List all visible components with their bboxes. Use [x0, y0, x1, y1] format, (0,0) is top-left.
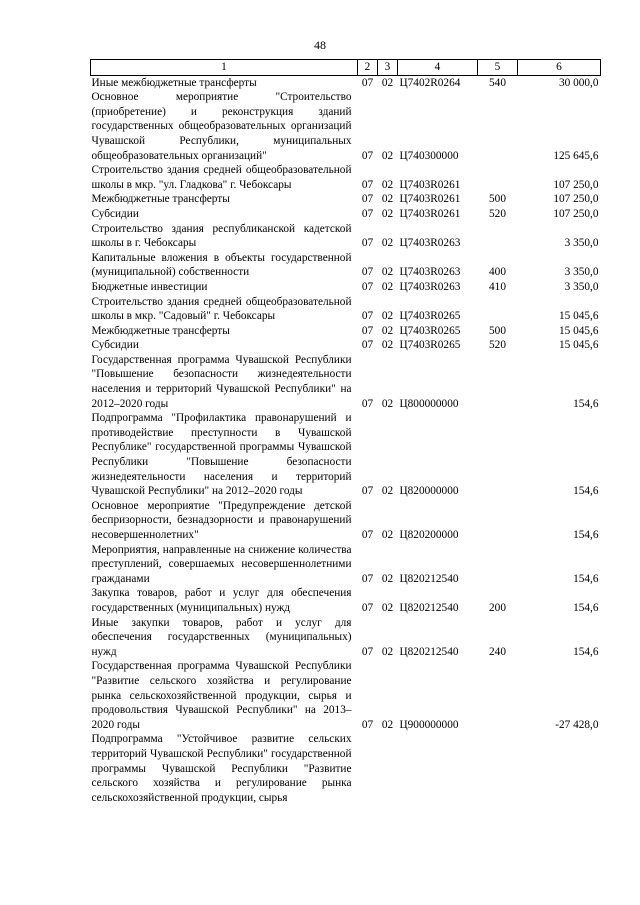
- row-subsection: 02: [381, 572, 394, 585]
- row-section: 07: [361, 645, 374, 658]
- row-expense-type: 540: [489, 76, 506, 89]
- table-row: [91, 659, 601, 732]
- row-target-code: Ц7403R0261: [399, 193, 461, 206]
- row-section: 07: [361, 310, 374, 323]
- table-body: [91, 75, 601, 805]
- row-subsection: 02: [381, 485, 394, 498]
- table-row: [91, 586, 601, 615]
- row-name: Иные закупки товаров, работ и услуг для обеспечения государственных (муниципальных) нужд: [91, 616, 352, 658]
- row-expense-type: [478, 222, 518, 251]
- row-amount: 154,6: [573, 529, 599, 541]
- row-amount: 15 045,6: [558, 339, 599, 352]
- row-amount: 3 350,0: [564, 237, 599, 250]
- row-expense-type: 520: [489, 339, 506, 352]
- row-expense-type: [478, 353, 518, 411]
- budget-table: [90, 59, 601, 805]
- row-target-code: Ц820212540: [399, 601, 459, 614]
- table-row: [91, 499, 601, 543]
- row-section: 07: [361, 178, 374, 191]
- header-col-1: 1: [91, 60, 358, 76]
- row-target-code: Ц7403R0265: [399, 339, 461, 352]
- row-amount: 154,6: [573, 645, 599, 658]
- row-subsection: 02: [381, 310, 394, 323]
- row-section: 07: [361, 718, 374, 731]
- table-row: [91, 616, 601, 660]
- row-subsection: 02: [381, 149, 394, 162]
- row-target-code: Ц7403R0263: [399, 280, 461, 293]
- row-section: 07: [361, 237, 374, 250]
- row-expense-type: [478, 659, 518, 732]
- row-expense-type: 400: [489, 266, 506, 279]
- row-amount: 154,6: [573, 572, 599, 585]
- row-subsection: 02: [381, 76, 394, 89]
- row-expense-type: 410: [489, 280, 506, 293]
- row-amount: 125 645,6: [553, 149, 599, 162]
- header-col-2: 2: [358, 60, 378, 76]
- row-subsection: 02: [381, 397, 394, 410]
- row-section: [358, 732, 378, 805]
- header-col-6: 6: [518, 60, 601, 76]
- row-amount: 30 000,0: [558, 76, 599, 89]
- row-subsection: 02: [381, 601, 394, 614]
- row-name: Закупка товаров, работ и услуг для обеспечения государственных (муниципальных) нужд: [91, 587, 352, 614]
- row-expense-type: 200: [489, 601, 506, 614]
- row-expense-type: [478, 543, 518, 587]
- header-col-3: 3: [378, 60, 398, 76]
- row-name: Межбюджетные трансферты: [91, 324, 230, 337]
- row-target-code: Ц820000000: [399, 485, 459, 498]
- row-name: Мероприятия, направленные на снижение количества преступлений, совершаемых несовершеннолетними гражданами: [91, 543, 352, 585]
- row-name: Иные межбюджетные трансферты: [91, 76, 257, 89]
- row-subsection: 02: [381, 178, 394, 191]
- row-name: Подпрограмма "Устойчивое развитие сельских территорий Чувашской Республики" государственной программы Чувашской Республики "Развитие сельского хозяйства и регулирование рынка сельскохозяйственной продукции, сырья: [91, 733, 352, 804]
- row-section: 07: [361, 207, 374, 220]
- row-subsection: 02: [381, 645, 394, 658]
- row-amount: [518, 732, 601, 805]
- header-col-4: 4: [398, 60, 478, 76]
- row-expense-type: [478, 90, 518, 163]
- row-name: Основное мероприятие "Строительство (приобретение) и реконструкция зданий государственных общеобразовательных организаций Чувашской Республики, муниципальных общеобразовательных организаций": [91, 91, 352, 162]
- table-row: [91, 90, 601, 163]
- row-name: Государственная программа Чувашской Республики "Развитие сельского хозяйства и регулирование рынка сельскохозяйственной продукции, сырья и продовольствия Чувашской Республики" на 2013–2020 годы: [91, 660, 352, 731]
- row-subsection: 02: [381, 266, 394, 279]
- table-row: [91, 280, 601, 295]
- row-name: Строительство здания средней общеобразовательной школы в мкр. "ул. Гладкова" г. Чебоксары: [91, 164, 352, 191]
- row-name: Строительство здания республиканской кадетской школы в г. Чебоксары: [91, 222, 352, 250]
- row-target-code: Ц7402R0264: [399, 76, 461, 89]
- row-subsection: [378, 732, 398, 805]
- row-name: Государственная программа Чувашской Республики "Повышение безопасности жизнедеятельности населения и территорий Чувашской Республики" на 2012–2020 годы: [91, 353, 352, 410]
- row-target-code: Ц7403R0261: [399, 178, 461, 191]
- row-section: 07: [361, 339, 374, 352]
- row-expense-type: [478, 732, 518, 805]
- row-target-code: Ц7403R0261: [399, 207, 461, 220]
- row-amount: 107 250,0: [553, 178, 599, 191]
- row-section: 07: [361, 193, 374, 206]
- row-target-code: Ц820200000: [399, 529, 459, 541]
- row-name: Основное мероприятие "Предупреждение детской беспризорности, безнадзорности и правонарушений несовершеннолетних": [91, 499, 352, 541]
- row-section: 07: [361, 529, 374, 541]
- row-amount: 15 045,6: [558, 324, 599, 337]
- row-target-code: Ц7403R0265: [399, 310, 461, 323]
- row-expense-type: 520: [489, 207, 506, 220]
- row-expense-type: [478, 295, 518, 324]
- row-section: 07: [361, 485, 374, 498]
- row-amount: 154,6: [573, 601, 599, 614]
- row-section: 07: [361, 76, 374, 89]
- table-row: [91, 295, 601, 324]
- row-subsection: 02: [381, 207, 394, 220]
- row-amount: 3 350,0: [564, 266, 599, 279]
- table-row: [91, 222, 601, 251]
- row-expense-type: [478, 163, 518, 192]
- table-header: [91, 60, 601, 76]
- row-section: 07: [361, 324, 374, 337]
- table-row: [91, 163, 601, 192]
- table-row: [91, 338, 601, 353]
- table-row: [91, 192, 601, 207]
- row-name: Строительство здания средней общеобразовательной школы в мкр. "Садовый" г. Чебоксары: [91, 295, 352, 323]
- row-target-code: Ц7403R0265: [399, 324, 461, 337]
- row-amount: 154,6: [573, 485, 599, 498]
- row-name: Подпрограмма "Профилактика правонарушений и противодействие преступности в Чувашской Республике" государственной программы Чувашской Республики "Повышение безопасности жизнедеятельности населения и территорий Чувашской Республики" на 2012–2020 годы: [91, 412, 352, 498]
- row-amount: 15 045,6: [558, 310, 599, 323]
- row-expense-type: 500: [489, 193, 506, 206]
- row-name: Субсидии: [91, 207, 139, 220]
- row-target-code: [398, 732, 478, 805]
- row-amount: -27 428,0: [555, 718, 599, 731]
- row-section: 07: [361, 397, 374, 410]
- table-row: [91, 207, 601, 222]
- row-name: Бюджетные инвестиции: [91, 280, 208, 293]
- table-row: [91, 543, 601, 587]
- table-row: [91, 75, 601, 90]
- row-section: 07: [361, 280, 374, 293]
- table-row: [91, 411, 601, 499]
- row-name: Субсидии: [91, 339, 139, 352]
- row-amount: 107 250,0: [553, 207, 599, 220]
- row-section: 07: [361, 266, 374, 279]
- row-name: Межбюджетные трансферты: [91, 193, 230, 206]
- row-section: 07: [361, 149, 374, 162]
- row-amount: 154,6: [573, 397, 599, 410]
- row-name: Капитальные вложения в объекты государственной (муниципальной) собственности: [91, 251, 352, 279]
- row-subsection: 02: [381, 339, 394, 352]
- table-row: [91, 353, 601, 411]
- row-target-code: Ц820212540: [399, 572, 459, 585]
- row-subsection: 02: [381, 718, 394, 731]
- row-subsection: 02: [381, 324, 394, 337]
- table-row: [91, 251, 601, 280]
- row-expense-type: [478, 411, 518, 499]
- row-section: 07: [361, 572, 374, 585]
- row-subsection: 02: [381, 193, 394, 206]
- row-amount: 107 250,0: [553, 193, 599, 206]
- page-number: 48: [314, 38, 326, 52]
- row-expense-type: 500: [489, 324, 506, 337]
- row-subsection: 02: [381, 280, 394, 293]
- row-expense-type: 240: [489, 645, 506, 658]
- row-subsection: 02: [381, 529, 394, 541]
- row-section: 07: [361, 601, 374, 614]
- row-target-code: Ц740300000: [399, 149, 459, 162]
- table-row: [91, 324, 601, 339]
- row-subsection: 02: [381, 237, 394, 250]
- header-col-5: 5: [478, 60, 518, 76]
- header-row: [91, 60, 601, 76]
- row-target-code: Ц900000000: [399, 718, 459, 731]
- row-target-code: Ц7403R0263: [399, 266, 461, 279]
- row-amount: 3 350,0: [564, 280, 599, 293]
- row-expense-type: [478, 499, 518, 543]
- row-target-code: Ц7403R0263: [399, 237, 461, 250]
- table-row: [91, 732, 601, 805]
- row-target-code: Ц800000000: [399, 397, 459, 410]
- row-target-code: Ц820212540: [399, 645, 459, 658]
